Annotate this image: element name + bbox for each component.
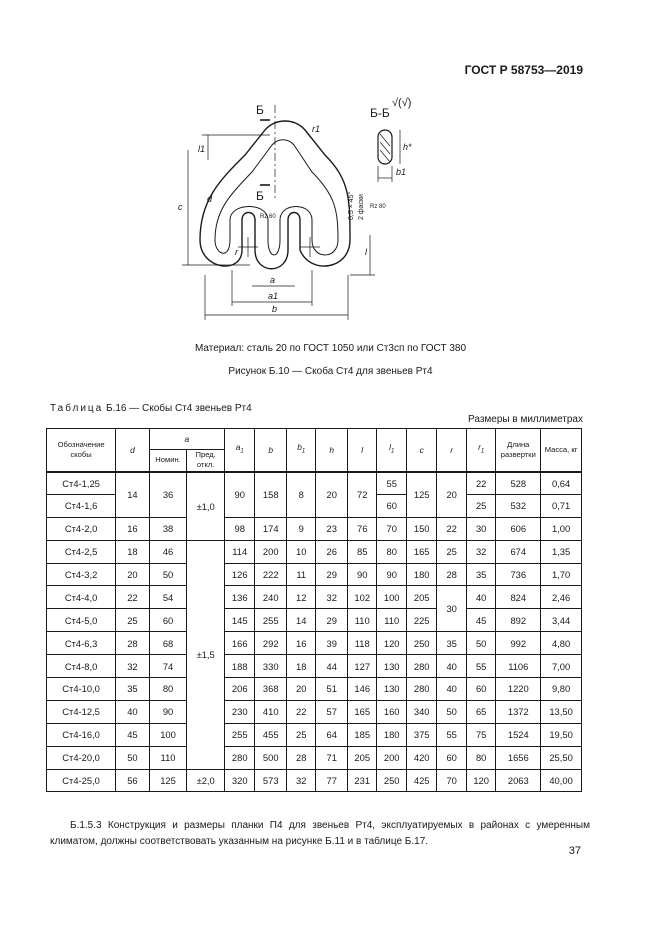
table-cell: 532 [496, 494, 541, 517]
table-cell: 70 [437, 769, 466, 792]
table-cell: ±1,0 [187, 472, 225, 541]
table-row [47, 540, 582, 563]
table-cell: 736 [496, 563, 541, 586]
col-r: r [437, 429, 466, 472]
table-cell: 20 [286, 678, 315, 701]
table-cell: 12 [286, 586, 315, 609]
col-l1: $l_1$ [377, 429, 406, 472]
dim-a1: a1 [268, 291, 279, 301]
table-cell: 330 [255, 655, 287, 678]
table-cell: 16 [116, 517, 150, 540]
table-row [47, 472, 582, 495]
col-mass: Масса, кг [541, 429, 582, 472]
table-cell: 32 [116, 655, 150, 678]
table-cell: 231 [347, 769, 376, 792]
table-cell: Ст4-20,0 [47, 746, 116, 769]
table-cell: 22 [116, 586, 150, 609]
table-cell: 40,00 [541, 769, 582, 792]
table-cell: 2063 [496, 769, 541, 792]
table-cell: 2,46 [541, 586, 582, 609]
table-cell: 150 [406, 517, 437, 540]
chamfer-note: 2 фаски [358, 194, 365, 220]
table-cell: 30 [437, 586, 466, 632]
table-cell: 76 [347, 517, 376, 540]
table-cell: 38 [149, 517, 187, 540]
table-cell: 165 [406, 540, 437, 563]
table-cell: 120 [466, 769, 495, 792]
table-cell: 22 [466, 472, 495, 495]
table-cell: 255 [224, 723, 255, 746]
col-a1: $a_1$ [224, 429, 255, 472]
table-cell: 110 [377, 609, 406, 632]
table-cell: 14 [286, 609, 315, 632]
table-cell: 28 [286, 746, 315, 769]
table-cell: 25 [286, 723, 315, 746]
clause-paragraph: Б.1.5.3 Конструкция и размеры планки П4 для звеньев Рт4, эксплуатируемых в районах с умеренным климатом, должны соответствовать указанным на рисунке Б.11 и в таблице Б.17. [50, 820, 590, 847]
table-cell: 280 [406, 678, 437, 701]
table-cell: 0,71 [541, 494, 582, 517]
table-cell: 206 [224, 678, 255, 701]
table-cell: 45 [466, 609, 495, 632]
table-cell: 60 [466, 678, 495, 701]
table-cell: 606 [496, 517, 541, 540]
table-cell: 60 [149, 609, 187, 632]
table-cell: 118 [347, 632, 376, 655]
dim-d: d [207, 194, 213, 204]
table-cell: 320 [224, 769, 255, 792]
table-cell: ±2,0 [187, 769, 225, 792]
table-cell: Ст4-10,0 [47, 678, 116, 701]
table-cell: 80 [466, 746, 495, 769]
table-cell: 158 [255, 472, 287, 518]
page-number: 37 [568, 845, 581, 857]
roughness-symbol: √(√) [392, 97, 412, 109]
table-cell: 892 [496, 609, 541, 632]
table-cell: 35 [437, 632, 466, 655]
table-cell: 127 [347, 655, 376, 678]
table-cell: 0,64 [541, 472, 582, 495]
subscript-one: 1 [480, 449, 485, 456]
table-cell: Ст4-2,0 [47, 517, 116, 540]
table-cell: 674 [496, 540, 541, 563]
table-cell: 19,50 [541, 723, 582, 746]
table-cell: 126 [224, 563, 255, 586]
dim-l1: l1 [198, 144, 206, 154]
table-title-prefix: Таблица [50, 403, 104, 414]
table-cell: Ст4-3,2 [47, 563, 116, 586]
col-h: h [316, 429, 348, 472]
table-cell: 340 [406, 700, 437, 723]
table-cell: 240 [255, 586, 287, 609]
table-cell: Ст4-12,5 [47, 700, 116, 723]
table-cell: 280 [224, 746, 255, 769]
table-cell: 30 [466, 517, 495, 540]
table-cell: 1,00 [541, 517, 582, 540]
table-cell: 410 [255, 700, 287, 723]
table-cell: 205 [347, 746, 376, 769]
table-cell: 77 [316, 769, 348, 792]
table-cell: 80 [149, 678, 187, 701]
table-cell: 125 [149, 769, 187, 792]
table-cell: 40 [437, 678, 466, 701]
table-title [50, 403, 252, 414]
table-cell: 1656 [496, 746, 541, 769]
col-length: Длина развертки [496, 429, 541, 472]
table-cell: 29 [316, 609, 348, 632]
col-b1: $b_1$ [286, 429, 315, 472]
table-cell: 64 [316, 723, 348, 746]
table-cell: 528 [496, 472, 541, 495]
col-c: c [406, 429, 437, 472]
table-row [47, 723, 582, 746]
table-cell: 165 [347, 700, 376, 723]
table-cell: Ст4-5,0 [47, 609, 116, 632]
table-cell: 120 [377, 632, 406, 655]
table-cell: 455 [255, 723, 287, 746]
table-cell: 102 [347, 586, 376, 609]
table-cell: 50 [149, 563, 187, 586]
table-cell: Ст4-16,0 [47, 723, 116, 746]
spec-table [46, 428, 582, 792]
table-cell: 35 [466, 563, 495, 586]
roughness-rz80: Rz 80 [370, 204, 386, 210]
table-row [47, 563, 582, 586]
dim-h: h* [403, 142, 412, 152]
table-cell: 98 [224, 517, 255, 540]
table-cell: 36 [149, 472, 187, 518]
table-cell: 1524 [496, 723, 541, 746]
shackle-drawing [160, 90, 460, 325]
dim-r: r [235, 247, 238, 257]
table-cell: 255 [255, 609, 287, 632]
table-row [47, 632, 582, 655]
table-cell: 55 [466, 655, 495, 678]
table-cell: 222 [255, 563, 287, 586]
table-cell: 39 [316, 632, 348, 655]
dim-r1: r1 [312, 124, 321, 134]
table-row [47, 678, 582, 701]
table-cell: 8 [286, 472, 315, 518]
table-cell: Ст4-25,0 [47, 769, 116, 792]
table-cell: 90 [347, 563, 376, 586]
table-cell: 35 [116, 678, 150, 701]
table-cell: 29 [316, 563, 348, 586]
table-cell: 166 [224, 632, 255, 655]
table-cell: 16 [286, 632, 315, 655]
table-cell: 250 [377, 769, 406, 792]
table-cell: Ст4-1,6 [47, 494, 116, 517]
table-cell: 32 [286, 769, 315, 792]
material-caption: Материал: сталь 20 по ГОСТ 1050 или Ст3сп по ГОСТ 380 [194, 343, 467, 354]
table-row [47, 586, 582, 609]
col-a: a [149, 429, 224, 450]
table-cell: 85 [347, 540, 376, 563]
table-cell: 32 [466, 540, 495, 563]
table-cell: 65 [466, 700, 495, 723]
table-cell: 57 [316, 700, 348, 723]
table-cell: 18 [286, 655, 315, 678]
table-cell: Ст4-1,25 [47, 472, 116, 495]
table-cell: 425 [406, 769, 437, 792]
dim-b1: b1 [396, 167, 407, 177]
table-cell: 130 [377, 655, 406, 678]
table-cell: 100 [377, 586, 406, 609]
roughness-rz60: Rz 60 [260, 214, 276, 220]
table-cell: 46 [149, 540, 187, 563]
table-cell: 125 [406, 472, 437, 518]
table-cell: 45 [116, 723, 150, 746]
table-cell: Ст4-2,5 [47, 540, 116, 563]
col-a-tol: Пред. откл. [187, 450, 225, 472]
table-cell: 68 [149, 632, 187, 655]
chamfer-size: 0,5 × 45° [348, 191, 355, 220]
table-row [47, 655, 582, 678]
table-cell: 1,35 [541, 540, 582, 563]
cut-label-top: Б [256, 103, 264, 117]
table-cell: 25 [466, 494, 495, 517]
table-cell: ±1,5 [187, 540, 225, 769]
table-cell: 25,50 [541, 746, 582, 769]
table-cell: 145 [224, 609, 255, 632]
table-cell: 9 [286, 517, 315, 540]
table-cell: 28 [116, 632, 150, 655]
table-cell: 250 [406, 632, 437, 655]
table-cell: 992 [496, 632, 541, 655]
table-cell: 292 [255, 632, 287, 655]
col-l: l [347, 429, 376, 472]
table-cell: 180 [406, 563, 437, 586]
table-cell: 40 [466, 586, 495, 609]
dim-b: b [272, 304, 278, 314]
table-cell: 420 [406, 746, 437, 769]
table-cell: 110 [347, 609, 376, 632]
table-cell: 25 [437, 540, 466, 563]
table-cell: 28 [437, 563, 466, 586]
table-cell: 23 [316, 517, 348, 540]
col-r1: $r_1$ [466, 429, 495, 472]
dim-c: c [178, 202, 183, 212]
subscript-one: 1 [390, 449, 395, 456]
table-cell: 22 [437, 517, 466, 540]
table-cell: 160 [377, 700, 406, 723]
table-cell: 174 [255, 517, 287, 540]
table-cell: 60 [377, 494, 406, 517]
table-cell: 40 [437, 655, 466, 678]
table-cell: 110 [149, 746, 187, 769]
table-row [47, 746, 582, 769]
table-cell: 573 [255, 769, 287, 792]
dim-a: a [270, 275, 276, 285]
table-cell: Ст4-8,0 [47, 655, 116, 678]
table-cell: 71 [316, 746, 348, 769]
table-cell: 22 [286, 700, 315, 723]
table-cell: 90 [377, 563, 406, 586]
table-cell: 1106 [496, 655, 541, 678]
table-cell: 54 [149, 586, 187, 609]
table-cell: 824 [496, 586, 541, 609]
col-b: b [255, 429, 287, 472]
table-cell: 7,00 [541, 655, 582, 678]
table-cell: 9,80 [541, 678, 582, 701]
table-cell: 80 [377, 540, 406, 563]
table-cell: 50 [437, 700, 466, 723]
cut-label-bottom: Б [256, 189, 264, 203]
table-cell: Ст4-6,3 [47, 632, 116, 655]
table-cell: 75 [466, 723, 495, 746]
table-cell: 20 [316, 472, 348, 518]
table-cell: 32 [316, 586, 348, 609]
table-cell: 20 [437, 472, 466, 518]
table-cell: 50 [116, 746, 150, 769]
col-a-nom: Номин. [149, 450, 187, 472]
table-row [47, 700, 582, 723]
table-cell: 60 [437, 746, 466, 769]
table-cell: 90 [224, 472, 255, 518]
standard-code: ГОСТ Р 58753—2019 [464, 63, 583, 77]
units-note: Размеры в миллиметрах [468, 414, 583, 425]
table-cell: 13,50 [541, 700, 582, 723]
col-designation: Обозначение скобы [47, 429, 116, 472]
table-cell: 14 [116, 472, 150, 518]
table-cell: 55 [437, 723, 466, 746]
table-cell: 180 [377, 723, 406, 746]
table-cell: 368 [255, 678, 287, 701]
table-cell: 10 [286, 540, 315, 563]
table-cell: 50 [466, 632, 495, 655]
table-cell: 70 [377, 517, 406, 540]
table-cell: 136 [224, 586, 255, 609]
table-cell: 230 [224, 700, 255, 723]
table-cell: 18 [116, 540, 150, 563]
col-d: d [116, 429, 150, 472]
section-label: Б-Б [370, 106, 390, 120]
table-row [47, 517, 582, 540]
table-cell: 11 [286, 563, 315, 586]
table-cell: 72 [347, 472, 376, 518]
table-cell: 188 [224, 655, 255, 678]
table-cell: 146 [347, 678, 376, 701]
table-cell: 114 [224, 540, 255, 563]
table-cell: 100 [149, 723, 187, 746]
table-cell: 500 [255, 746, 287, 769]
table-row [47, 609, 582, 632]
table-cell: 26 [316, 540, 348, 563]
table-cell: 1,70 [541, 563, 582, 586]
table-cell: 40 [116, 700, 150, 723]
table-cell: 200 [255, 540, 287, 563]
table-cell: 130 [377, 678, 406, 701]
table-cell: 200 [377, 746, 406, 769]
table-cell: Ст4-4,0 [47, 586, 116, 609]
table-cell: 90 [149, 700, 187, 723]
subscript-one: 1 [301, 449, 306, 456]
subscript-one: 1 [240, 449, 244, 456]
figure-caption: Рисунок Б.10 — Скоба Ст4 для звеньев Рт4 [228, 366, 433, 377]
table-cell: 225 [406, 609, 437, 632]
table-cell: 1220 [496, 678, 541, 701]
table-cell: 3,44 [541, 609, 582, 632]
table-cell: 20 [116, 563, 150, 586]
table-cell: 280 [406, 655, 437, 678]
table-cell: 4,80 [541, 632, 582, 655]
table-cell: 375 [406, 723, 437, 746]
table-cell: 51 [316, 678, 348, 701]
table-cell: 56 [116, 769, 150, 792]
table-cell: 44 [316, 655, 348, 678]
table-cell: 55 [377, 472, 406, 495]
table-cell: 1372 [496, 700, 541, 723]
dim-l: l [365, 247, 367, 257]
table-cell: 185 [347, 723, 376, 746]
table-row [47, 769, 582, 792]
table-cell: 205 [406, 586, 437, 609]
table-title-text: Б.16 — Скобы Ст4 звеньев Рт4 [106, 403, 252, 414]
table-cell: 25 [116, 609, 150, 632]
table-cell: 74 [149, 655, 187, 678]
